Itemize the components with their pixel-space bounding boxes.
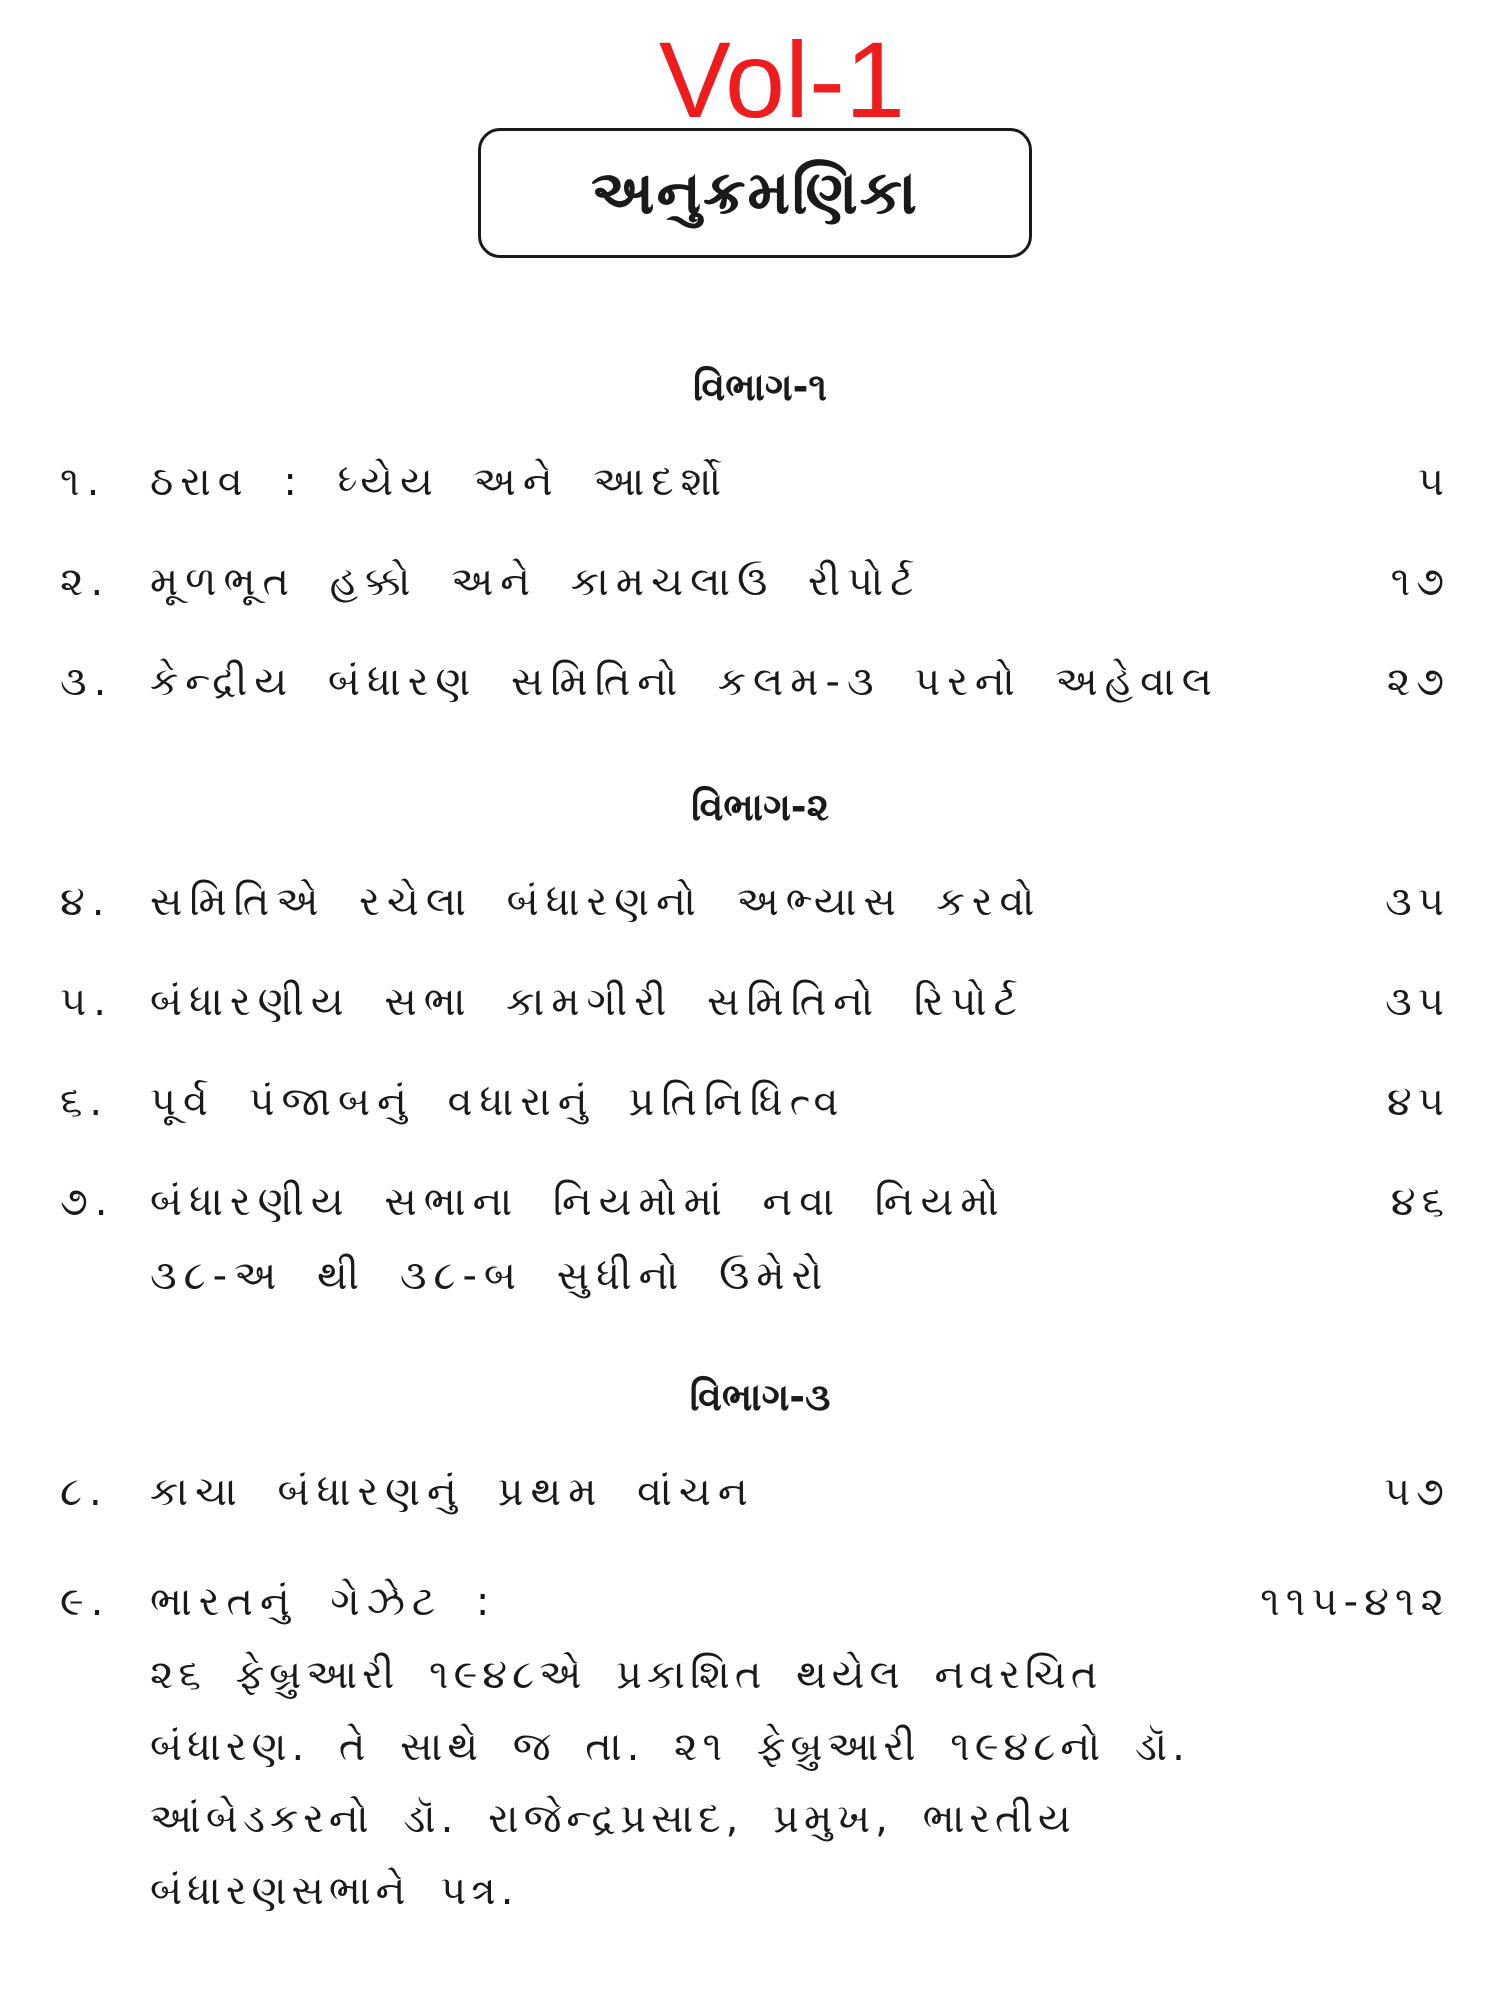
entry-title: સમિતિએ રચેલા બંધારણનો અભ્યાસ કરવો [150,879,1042,925]
entry-page: ૩૫ [1385,879,1450,925]
entry-page: ૪૫ [1386,1079,1450,1125]
entry-title: ભારતનું ગેઝેટ : [150,1579,497,1625]
entry-title: બંધારણીય સભાના નિયમોમાં નવા નિયમો [150,1179,1006,1225]
entry-page: ૫ [1417,459,1450,505]
section-heading-1: વિભાગ-૧ [692,365,828,409]
description-line-3: આંબેડકરનો ડૉ. રાજેન્દ્રપ્રસાદ, પ્રમુખ, ભારતીય [150,1796,1076,1842]
entry-number: ૭. [60,1179,115,1225]
title-box [478,128,1032,258]
entry-9-description [150,1639,1190,1927]
entry-title: મૂળભૂત હક્કો અને કામચલાઉ રીપોર્ટ [150,559,921,605]
entry-title: કાચા બંધારણનું પ્રથમ વાંચન [150,1469,755,1515]
entry-number: ૩. [60,659,114,705]
entry-page: ૧૧૫-૪૧૨ [1260,1579,1450,1625]
entry-number: ૧. [60,459,107,505]
toc-entry-7 [60,1165,1450,1315]
entry-number: ૪. [60,879,112,925]
entry-number: ૬. [60,1079,110,1125]
entry-title: પૂર્વ પંજાબનું વધારાનું પ્રતિનિધિત્વ [150,1079,846,1125]
description-line-1: ૨૬ ફેબ્રુઆરી ૧૯૪૮એ પ્રકાશિત થયેલ નવરચિત [150,1652,1103,1698]
description-line-2: બંધારણ. તે સાથે જ તા. ૨૧ ફેબ્રુઆરી ૧૯૪૮નો ડૉ. [150,1724,1190,1770]
entry-title: ઠરાવ : ધ્યેય અને આદર્શો [150,459,729,505]
entry-number: ૮. [60,1469,109,1515]
entry-page: ૩૫ [1385,979,1450,1025]
entry-page: ૫૭ [1383,1469,1450,1515]
entry-page: ૪૬ [1390,1179,1450,1225]
page-title: અનુક્રમણિકા [591,158,919,228]
section-heading-3: વિભાગ-૩ [689,1375,831,1419]
entry-number: ૨. [60,559,111,605]
entry-title: કેન્દ્રીય બંધારણ સમિતિનો કલમ-૩ પરનો અહેવાલ [150,659,1220,705]
section-heading-2: વિભાગ-૨ [691,785,829,829]
entry-title-continued: ૩૮-અ થી ૩૮-બ સુધીનો ઉમેરો [150,1253,830,1299]
entry-number: ૫. [60,979,113,1025]
entry-title: બંધારણીય સભા કામગીરી સમિતિનો રિપોર્ટ [150,979,1024,1025]
entry-page: ૨૭ [1386,659,1450,705]
volume-label: Vol-1 [658,19,906,140]
description-line-4: બંધારણસભાને પત્ર. [150,1868,519,1914]
entry-page: ૧૭ [1390,559,1450,605]
entry-number: ૯. [60,1579,111,1625]
